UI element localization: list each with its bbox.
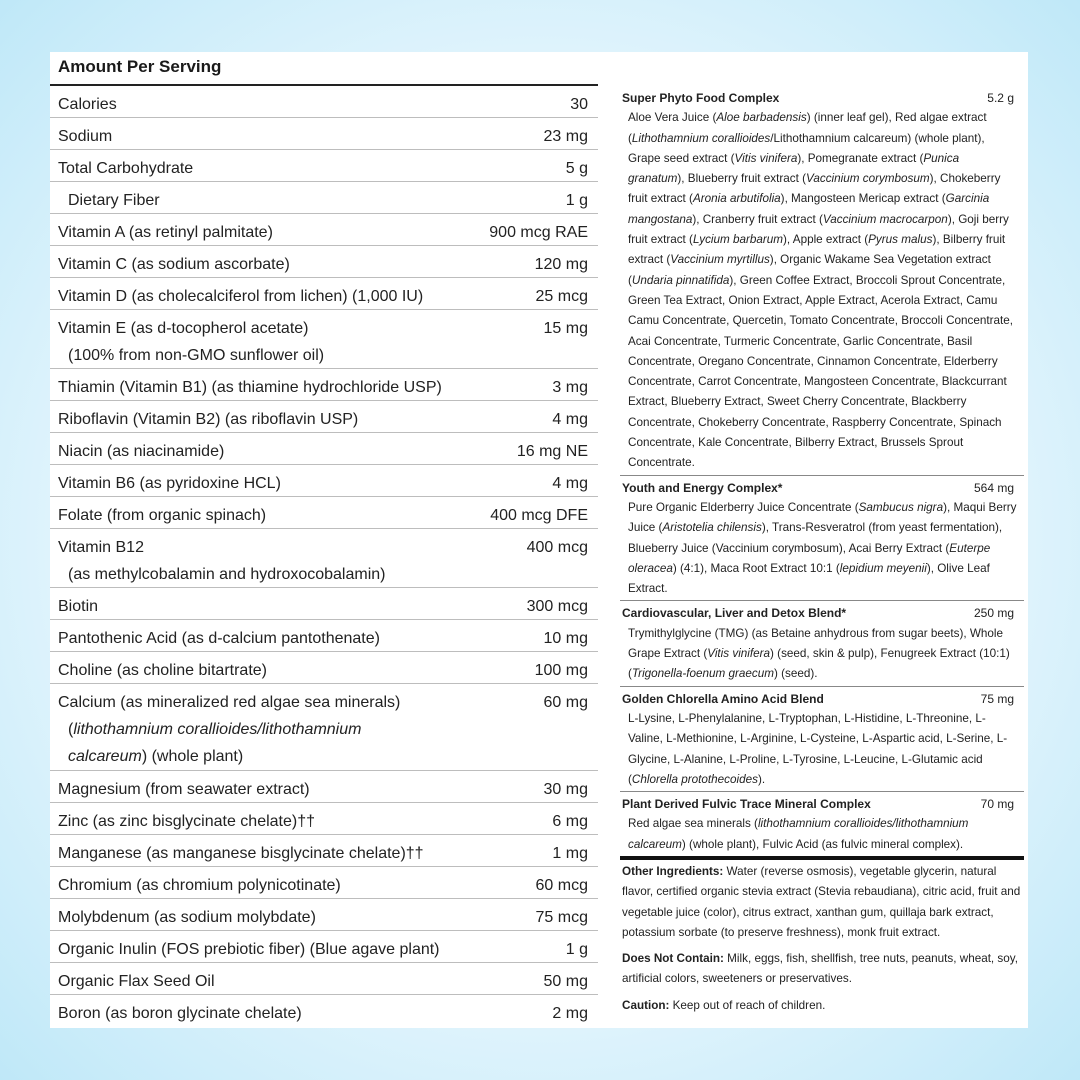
nutrient-row-manganese: Manganese (as manganese bisglycinate chelate)†† 1 mg (50, 835, 598, 867)
blend-cardio-liver-detox (620, 601, 1024, 686)
blend-title: Super Phyto Food Complex (622, 91, 780, 105)
nutrient-row-sodium: Sodium 23 mg (50, 118, 598, 150)
nutrient-row-flax-seed-oil: Organic Flax Seed Oil 50 mg (50, 963, 598, 995)
blend-amount: 5.2 g (987, 91, 1014, 105)
nutrient-row-boron: Boron (as boron glycinate chelate) 2 mg (58, 1005, 588, 1022)
blend-golden-chlorella (620, 687, 1024, 792)
nutrient-row-folate: Folate (from organic spinach) 400 mcg DFE (50, 497, 598, 529)
blend-fulvic-trace-mineral (620, 792, 1024, 860)
nutrient-row-magnesium: Magnesium (from seawater extract) 30 mg (50, 771, 598, 803)
nutrient-row-vitamin-a: Vitamin A (as retinyl palmitate) 900 mcg RAE (50, 214, 598, 246)
nutrient-row-molybdenum: Molybdenum (as sodium molybdate) 75 mcg (50, 899, 598, 931)
nutrient-row-dietary-fiber: Dietary Fiber 1 g (50, 182, 598, 214)
caution-note: Caution: Keep out of reach of children. (622, 998, 826, 1012)
blend-ingredients: Red algae sea minerals (lithothamnium corallioides/lithothamnium calcareum) (whole plant), Fulvic Acid (as fulvic mineral complex). (628, 817, 969, 851)
blend-ingredients: Aloe Vera Juice (Aloe barbadensis) (inner leaf gel), Red algae extract (Lithothamnium corallioides/Lithothamnium calcareum) (whole plant), Grape seed extract (Vitis vinifera), Pomegranate extract (Punica granatum), Blueberry fruit extract (Vaccinium corymbosum), Chokeberry fruit extract (Aronia arbutifolia), Mangosteen Mericap extract (Garcinia mangostana), Cranberry fruit extract (Vaccinium macrocarpon), Goji berry fruit extract (Lycium barbarum), Apple extract (Pyrus malus), Bilberry fruit extract (Vaccinium myrtillus), Organic Wakame Sea Vegetation extract (Undaria pinnatifida), Green Coffee Extract, Broccoli Sprout Concentrate, Green Tea Extract, Onion Extract, Apple Extract, Acerola Extract, Camu Camu Concentrate, Quercetin, Tomato Concentrate, Broccoli Concentrate, Acai Concentrate, Turmeric Concentrate, Garlic Concentrate, Basil Concentrate, Oregano Concentrate, Cinnamon Concentrate, Elderberry Concentrate, Carrot Concentrate, Mangosteen Concentrate, Blackcurrant Extract, Blueberry Extract, Sweet Cherry Concentrate, Blackberry Concentrate, Chokeberry Concentrate, Raspberry Concentrate, Spinach Concentrate, Kale Concentrate, Bilberry Extract, Brussels Sprout Concentrate. (628, 111, 1014, 470)
nutrient-row-calcium: Calcium (as mineralized red algae sea minerals) (lithothamnium corallioides/lithothamnium calcareum) (whole plant) 60 mg (50, 684, 598, 771)
blend-title: Cardiovascular, Liver and Detox Blend* (622, 606, 847, 621)
nutrient-row-organic-inulin: Organic Inulin (FOS prebiotic fiber) (Blue agave plant) 1 g (50, 931, 598, 963)
blend-ingredients: Pure Organic Elderberry Juice Concentrate (Sambucus nigra), Maqui Berry Juice (Aristotelia chilensis), Trans-Resveratrol (from yeast fermentation), Blueberry Juice (Vaccinium corymbosum), Acai Berry Extract (Euterpe oleracea) (4:1), Maca Root Extract 10:1 (lepidium meyenii), Olive Leaf Extract. (628, 500, 1017, 596)
blend-title: Youth and Energy Complex* (622, 480, 783, 495)
blend-amount: 70 mg (980, 797, 1014, 812)
nutrient-row-zinc: Zinc (as zinc bisglycinate chelate)†† 6 mg (50, 803, 598, 835)
blend-amount: 564 mg (973, 480, 1014, 495)
nutrient-row-vitamin-e: Vitamin E (as d-tocopherol acetate) (100% from non-GMO sunflower oil) 15 mg (50, 310, 598, 369)
nutrient-row-riboflavin: Riboflavin (Vitamin B2) (as riboflavin USP) 4 mg (50, 401, 598, 433)
nutrient-row-total-carbohydrate: Total Carbohydrate 5 g (50, 150, 598, 182)
nutrient-row-biotin: Biotin 300 mcg (50, 588, 598, 620)
proprietary-blends (620, 86, 1024, 1020)
blend-amount: 250 mg (973, 606, 1014, 621)
blend-youth-energy (620, 476, 1024, 602)
nutrient-row-niacin: Niacin (as niacinamide) 16 mg NE (50, 433, 598, 465)
does-not-contain: Does Not Contain: Milk, eggs, fish, shellfish, tree nuts, peanuts, wheat, soy, artificial colors, sweeteners or preservatives. (622, 952, 1018, 986)
nutrient-row-vitamin-d: Vitamin D (as cholecalciferol from lichen) (1,000 IU) 25 mcg (50, 278, 598, 310)
supplement-facts-panel (50, 52, 1028, 1028)
nutrient-row-vitamin-b12: Vitamin B12 (as methylcobalamin and hydroxocobalamin) 400 mcg (50, 529, 598, 588)
nutrient-row-vitamin-b6: Vitamin B6 (as pyridoxine HCL) 4 mg (50, 465, 598, 497)
nutrient-row-calories: Calories 30 (50, 86, 598, 118)
blend-title: Plant Derived Fulvic Trace Mineral Complex (622, 797, 871, 812)
amount-per-serving-header: Amount Per Serving (50, 52, 598, 86)
blend-amount: 75 mg (980, 691, 1014, 706)
nutrient-row-vitamin-c: Vitamin C (as sodium ascorbate) 120 mg (50, 246, 598, 278)
blend-ingredients: Trymithylglycine (TMG) (as Betaine anhydrous from sugar beets), Whole Grape Extract (Vitis vinifera) (seed, skin & pulp), Fenugreek Extract (10:1) (Trigonella-foenum graecum) (seed). (628, 626, 1010, 681)
other-ingredients: Other Ingredients: Water (reverse osmosis), vegetable glycerin, natural flavor, certified organic stevia extract (Stevia rebaudiana), citric acid, fruit and vegetable juice (color), citrus extract, xanthan gum, quillaja bark extract, potassium sorbate (to preserve freshness), monk fruit extract. (622, 864, 1021, 939)
nutrient-row-choline: Choline (as choline bitartrate) 100 mg (50, 652, 598, 684)
nutrient-row-thiamin: Thiamin (Vitamin B1) (as thiamine hydrochloride USP) 3 mg (50, 369, 598, 401)
blend-title: Golden Chlorella Amino Acid Blend (622, 691, 824, 706)
nutrient-table (50, 52, 598, 1027)
blend-super-phyto (620, 86, 1024, 476)
blend-ingredients: L-Lysine, L-Phenylalanine, L-Tryptophan, L-Histidine, L-Threonine, L-Valine, L-Methionine, L-Arginine, L-Cysteine, L-Aspartic acid, L-Serine, L-Glycine, L-Alanine, L-Proline, L-Tyrosine, L-Leucine, L-Glutamic acid (Chlorella protothecoides). (628, 711, 1008, 786)
nutrient-row-chromium: Chromium (as chromium polynicotinate) 60 mcg (50, 867, 598, 899)
nutrient-row-pantothenic-acid: Pantothenic Acid (as d-calcium pantothenate) 10 mg (50, 620, 598, 652)
